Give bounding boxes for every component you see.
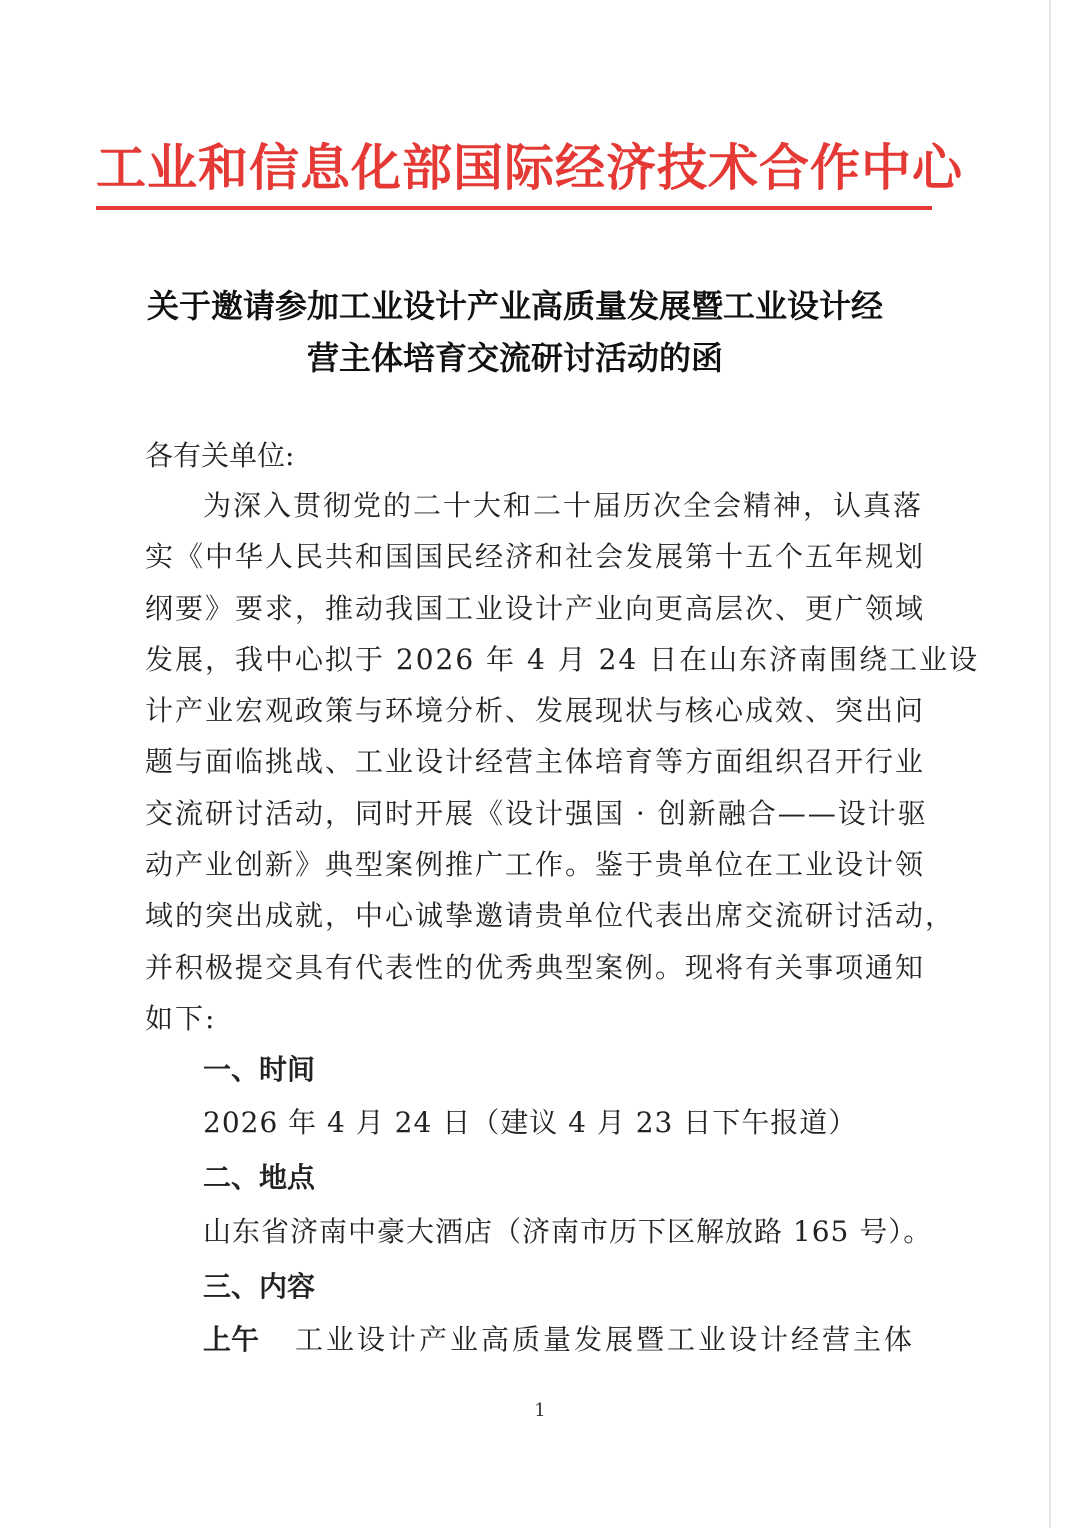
organization-header: 工业和信息化部国际经济技术合作中心 [96, 139, 963, 197]
paragraph-line: 计产业宏观政策与环境分析、发展现状与核心成效、突出问 [145, 694, 926, 728]
paragraph-line: 动产业创新》典型案例推广工作。鉴于贵单位在工业设计领 [145, 848, 926, 882]
morning-label: 上午 [203, 1323, 260, 1356]
section-heading-time: 一、时间 [203, 1053, 316, 1086]
paragraph-line: 纲要》要求，推动我国工业设计产业向更高层次、更广领域 [145, 591, 926, 625]
header-red-rule [96, 206, 932, 210]
morning-text: 工业设计产业高质量发展暨工业设计经营主体 [295, 1323, 916, 1356]
document-title-line-1: 关于邀请参加工业设计产业高质量发展暨工业设计经 [146, 287, 883, 325]
paragraph-line: 交流研讨活动，同时开展《设计强国 · 创新融合——设计驱 [145, 796, 928, 830]
intro-paragraph [145, 480, 980, 1044]
paragraph-line: 题与面临挑战、工业设计经营主体培育等方面组织召开行业 [145, 745, 926, 779]
page-number: 1 [534, 1400, 546, 1421]
section-text-time: 2026 年 4 月 24 日（建议 4 月 23 日下午报道） [203, 1106, 858, 1139]
salutation: 各有关单位: [145, 439, 295, 472]
paragraph-line: 发展，我中心拟于 2026 年 4 月 24 日在山东济南围绕工业设 [145, 642, 980, 676]
scan-edge-line [1049, 0, 1051, 1528]
section-heading-place: 二、地点 [203, 1161, 316, 1194]
paragraph-line: 实《中华人民共和国国民经济和社会发展第十五个五年规划 [145, 540, 926, 574]
paragraph-line: 域的突出成就，中心诚挚邀请贵单位代表出席交流研讨活动， [145, 899, 956, 933]
document-title-line-2: 营主体培育交流研讨活动的函 [306, 339, 723, 377]
paragraph-line: 为深入贯彻党的二十大和二十届历次全会精神，认真落 [203, 489, 924, 522]
section-text-place: 山东省济南中豪大酒店（济南市历下区解放路 165 号）。 [203, 1215, 933, 1248]
content-morning-row [203, 1320, 915, 1360]
paragraph-line: 如下: [145, 1001, 217, 1035]
section-heading-content: 三、内容 [203, 1270, 316, 1303]
document-title [140, 280, 890, 384]
paragraph-line: 并积极提交具有代表性的优秀典型案例。现将有关事项通知 [145, 950, 926, 984]
